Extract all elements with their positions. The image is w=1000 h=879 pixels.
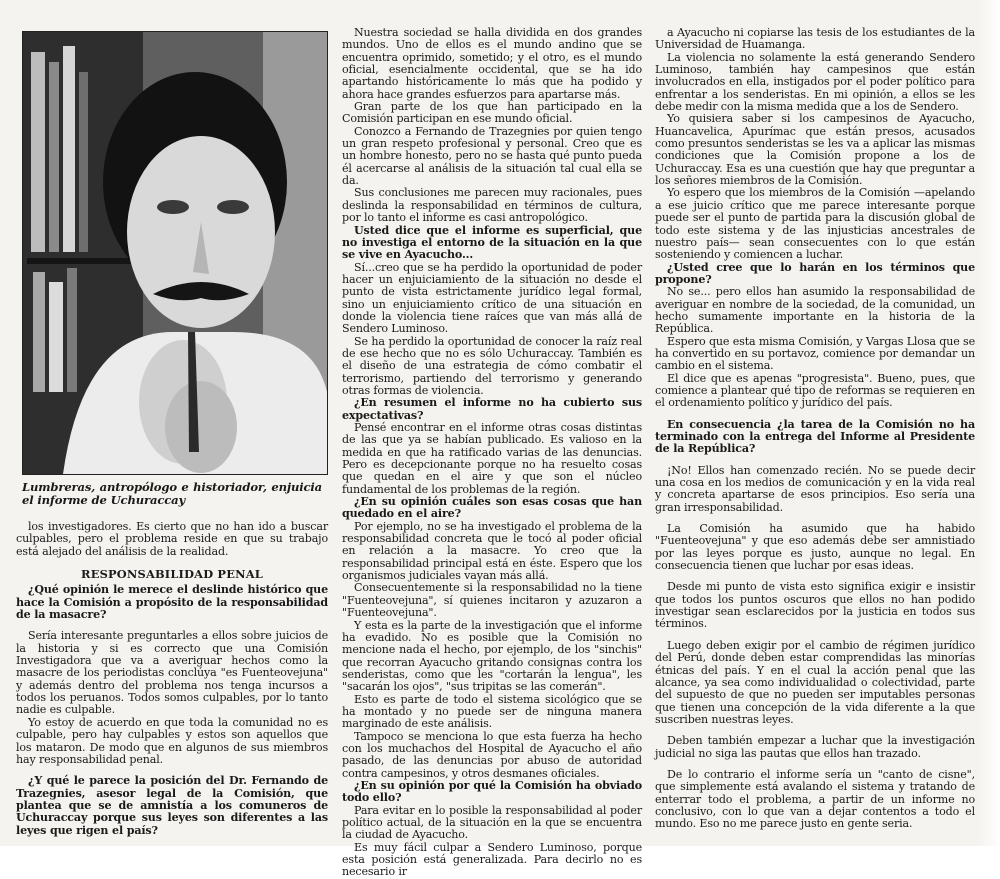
paragraph: los investigadores. Es cierto que no han ido a buscar culpables, pero el problema reside en que su trabajo está alejado del análisis de la realidad. (16, 520, 328, 558)
paragraph: ¡No! Ellos han comenzado recién. No se puede decir una cosa en los medios de comunicación y en la vida real y concreta apartarse de esos principios. Eso sería una gran irresponsabilidad. (655, 463, 975, 514)
paragraph: Se ha perdido la oportunidad de conocer la raíz real de ese hecho que no es sólo Uchuraccay. También es el diseño de una estrategia de cómo combatir el terrorismo, partiendo del terrorismo y generando otras formas de violencia. (342, 334, 642, 397)
paragraph: Gran parte de los que han participado en la Comisión participan en ese mundo oficial. (342, 100, 642, 126)
paragraph: El dice que es apenas "progresista". Bueno, pues, que comience a plantear qué tipo de reformas se requieren en el ordenamiento político y jurídico del país. (655, 371, 975, 410)
paragraph: Nuestra sociedad se halla dividida en dos grandes mundos. Uno de ellos es el mundo andino que se encuentra oprimido, sometido; y el otro, es el mundo oficial, esencialmente occidental, que se ha ido apartando históricamente lo más que ha podido y ahora hace grandes esfuerzos para apartarse más. (342, 26, 642, 101)
question: Usted dice que el informe es superficial, que no investiga el entorno de la situación en la que se vive en Ayacucho... (342, 223, 642, 262)
paragraph: Por ejemplo, no se ha investigado el problema de la responsabilidad concreta que le tocó al poder oficial en relación a la masacre. Yo creo que la responsabilidad principal está en éste. Espero que los organismos judiciales vayan más allá. (342, 519, 642, 583)
question: ¿Y qué le parece la posición del Dr. Fernando de Trazegnies, asesor legal de la Comisión, que plantea que se de amnistía a los comuneros de Uchuraccay porque sus leyes son diferentes a las leyes que rigen el país? (16, 774, 328, 837)
column-1 (16, 27, 328, 842)
question: ¿En resumen el informe no ha cubierto sus expectativas? (342, 396, 642, 422)
paragraph: La Comisión ha asumido que ha habido "Fuenteovejuna" y que eso además debe ser amnistiado por las leyes porque es justo, aunque no legal. En consecuencia tienen que luchar por esas ideas. (655, 522, 975, 573)
paragraph: De lo contrario el informe sería un "canto de cisne", que simplemente está avalando el sistema y tratando de enterrar todo el problema, a partir de un informe no conclusivo, con lo que van a dejar contentos a todo el mundo. Eso no me parece justo en gente seria. (655, 767, 975, 831)
paragraph: Espero que esta misma Comisión, y Vargas Llosa que se ha convertido en su portavoz, comience por demandar un cambio en el sistema. (655, 334, 975, 373)
paragraph: Sí...creo que se ha perdido la oportunidad de poder hacer un enjuiciamiento de la situación no desde el punto de vista estrictamente jurídico legal formal, sino un enjuiciamiento crítico de una situación en donde la violencia tiene raíces que van más allá de Sendero Luminoso. (342, 260, 642, 336)
photo-caption: Lumbreras, antropólogo e historiador, enjuicia el informe de Uchuraccay (22, 480, 322, 507)
paragraph: Y esta es la parte de la investigación que el informe ha evadido. No es posible que la Comisión no mencione nada el hecho, por ejemplo, de los "sinchis" que recorran Ayacucho gritando consignas contra los senderistas, como que les "cortarán la lengua", les "sacarán los ojos", "sus tripitas se las comerán". (342, 618, 642, 694)
paragraph: Pensé encontrar en el informe otras cosas distintas de las que ya se habían publicado. Es valioso en la medida en que ha ratificado varias de las denuncias. Pero es decepcionante porque no ha resuelto cosas que quedan en el aire y que son el núcleo fundamental de los problemas de la región. (342, 421, 642, 496)
paragraph: Sería interesante preguntarles a ellos sobre juicios de la historia y si es correcto que una Comisión Investigadora que va a averiguar hechos como la masacre de los periodistas conclúya "es Fuenteovejuna" y además dentro del problema nos tenga incursos a todos los peruanos. Todos somos culpables, por lo tanto nadie es culpable. (16, 629, 328, 717)
man-portrait-image (23, 32, 327, 474)
paragraph: Yo quisiera saber si los campesinos de Ayacucho, Huancavelica, Apurímac que están presos, acusados como presuntos senderistas se les va a aplicar las mismas condiciones que la Comisión propone a los de Uchuraccay. Esa es una cuestión que hay que preguntar a los señores miembros de la Comisión. (655, 112, 975, 188)
paragraph: Consecuentemente si la responsabilidad no la tiene "Fuenteovejuna", sí quienes incitaron y azuzaron a "Fuenteovejuna". (342, 581, 642, 620)
paragraph: Luego deben exigir por el cambio de régimen jurídico del Perú, donde deben estar comprendidas las minorías étnicas del país. Y en el cual la acción penal que las alcance, ya sea como individualidad o colectividad, parte del supuesto de que no pueden ser imputables personas que tienen una concepción de la vida diferente a la que suscriben nuestras leyes. (655, 638, 975, 726)
paragraph: No se... pero ellos han asumido la responsabilidad de averiguar en nombre de la sociedad, de la comunidad, un hecho sumamente importante en la historia de la República. (655, 285, 975, 336)
question: ¿En su opinión cuáles son esas cosas que han quedado en el aire? (342, 495, 642, 521)
paragraph: Yo espero que los miembros de la Comisión —apelando a ese juicio crítico que me parece interesante porque puede ser el punto de partida para la discusión global de todo este sistema y de las injusticias ancestrales de nuestro país— sean consecuentes con lo que están sosteniendo y comiencen a luchar. (655, 186, 975, 262)
paragraph: Deben también empezar a luchar que la investigación judicial no siga las pautas que ellos han trazado. (655, 734, 975, 760)
column-2 (342, 26, 642, 879)
paragraph: a Ayacucho ni copiarse las tesis de los estudiantes de la Universidad de Huamanga. (655, 26, 975, 52)
question: ¿En su opinión por qué la Comisión ha obviado todo ello? (342, 778, 642, 805)
section-heading: RESPONSABILIDAD PENAL (81, 567, 263, 582)
question: ¿Usted cree que lo harán en los términos que propone? (655, 260, 975, 286)
paragraph: Desde mi punto de vista esto significa exigir e insistir que todos los puntos oscuros que ellos no han podido investigar sean esclarecidos por la justicia en todos sus términos. (655, 580, 975, 631)
paragraph: Tampoco se menciona lo que esta fuerza ha hecho con los muchachos del Hospital de Ayacucho el año pasado, de las denuncias por abuso de autoridad contra campesinos, y otros desmanes oficiales. (342, 729, 642, 780)
paragraph: Es muy fácil culpar a Sendero Luminoso, porque esta posición está generalizada. Para decirlo no es necesario ir (342, 840, 642, 879)
question: ¿Qué opinión le merece el deslinde histórico que hace la Comisión a propósito de la responsabilidad de la masacre? (16, 583, 328, 622)
portrait-photo (22, 31, 328, 475)
paragraph: Conozco a Fernando de Trazegnies por quien tengo un gran respeto profesional y personal. Creo que es un hombre honesto, pero no se hasta qué punto pueda él acercarse al análisis de la situación tal cual ella se da. (342, 124, 642, 188)
paper-edge (978, 0, 1000, 846)
question: En consecuencia ¿la tarea de la Comisión no ha terminado con la entrega del Informe al Presidente de la República? (655, 417, 975, 456)
paragraph: La violencia no solamente la está generando Sendero Luminoso, también hay campesinos que están involucrados en ella, instigados por el poder político para enfrentar a los senderistas. En mi opinión, a ellos se les debe medir con la misma medida que a los de Sendero. (655, 50, 975, 114)
column-3 (655, 27, 975, 842)
paragraph: Yo estoy de acuerdo en que toda la comunidad no es culpable, pero hay culpables y estos son aquellos que los mataron. De modo que en algunos de sus miembros hay responsabilidad penal. (16, 715, 328, 766)
paragraph: Esto es parte de todo el sistema sicológico que se ha montado y no puede ser de ninguna manera marginado de este análisis. (342, 692, 642, 731)
paragraph: Para evitar en lo posible la responsabilidad al poder político actual, de la situación en la que se encuentra la ciudad de Ayacucho. (342, 803, 642, 842)
paragraph: Sus conclusiones me parecen muy racionales, pues deslinda la responsabilidad en términos de cultura, por lo tanto el informe es casi antropológico. (342, 186, 642, 225)
